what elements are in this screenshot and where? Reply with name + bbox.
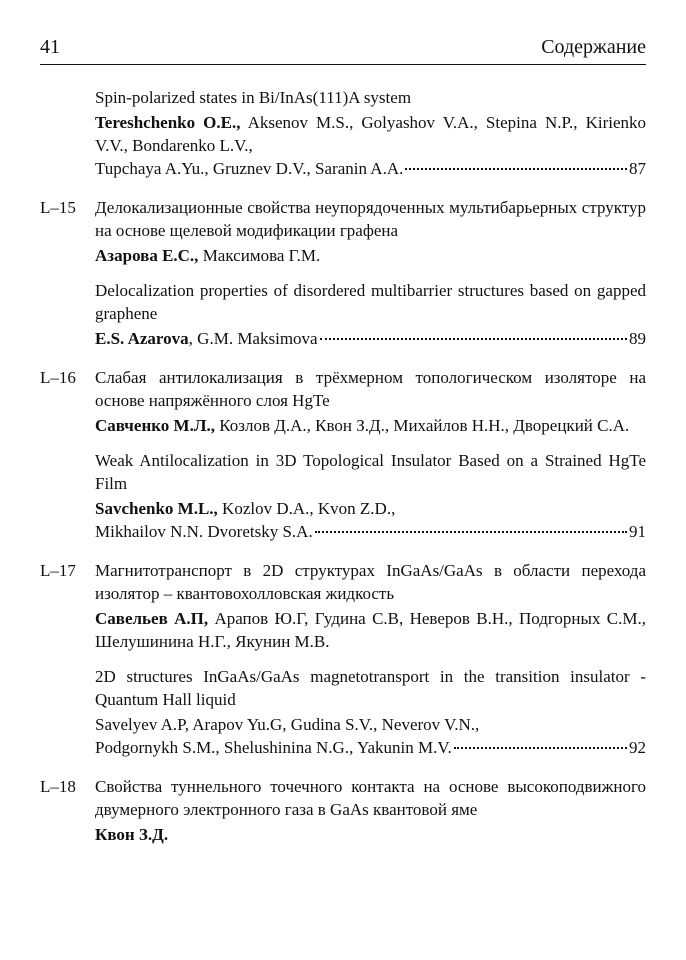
entry-authors bbox=[95, 111, 646, 157]
coauthors: Savelyev A.P, Arapov Yu.G, Gudina S.V., Neverov V.N., bbox=[95, 715, 480, 734]
dot-leader bbox=[454, 747, 627, 749]
dot-leader bbox=[315, 531, 627, 533]
authors-last-line: Tupchaya A.Yu., Gruznev D.V., Saranin A.A. bbox=[95, 159, 404, 178]
page-reference: 89 bbox=[629, 329, 646, 348]
contents-entry bbox=[40, 559, 646, 759]
lead-author: Савченко М.Л., bbox=[95, 416, 216, 435]
entry-authors bbox=[95, 244, 646, 267]
lead-author: Азарова Е.С., bbox=[95, 246, 199, 265]
lead-author: Квон З.Д. bbox=[95, 825, 169, 844]
entry-block bbox=[95, 665, 646, 759]
entry-code: L–16 bbox=[40, 368, 76, 387]
coauthors: Арапов Ю.Г, Гудина С.В, Неверов В.Н., Подгорных С.М., Шелушинина Н.Г., Якунин М.В. bbox=[95, 609, 646, 651]
entry-block bbox=[95, 559, 646, 653]
running-title: Содержание bbox=[541, 36, 646, 58]
entry-title: Delocalization properties of disordered multibarrier structures based on gapped graphene bbox=[95, 281, 646, 323]
entry-block bbox=[95, 449, 646, 543]
authors-last-line: Podgornykh S.M., Shelushinina N.G., Yakunin M.V. bbox=[95, 738, 452, 757]
contents-list bbox=[40, 86, 646, 862]
entry-block bbox=[95, 366, 646, 437]
coauthors: Максимова Г.М. bbox=[198, 246, 321, 265]
entry-title: Делокализационные свойства неупорядоченных мультибарьерных структур на основе щелевой модификации графена bbox=[95, 198, 646, 240]
entry-block bbox=[95, 279, 646, 350]
page-reference-line bbox=[95, 157, 646, 180]
page-reference-line bbox=[95, 736, 646, 759]
entry-code: L–15 bbox=[40, 198, 76, 217]
entry-title: Слабая антилокализация в трёхмерном топологическом изоляторе на основе напряжённого слоя HgTe bbox=[95, 368, 646, 410]
coauthors: Aksenov M.S., Golyashov V.A., Stepina N.P., Kirienko V.V., Bondarenko L.V., bbox=[95, 113, 646, 155]
page-reference-line bbox=[95, 520, 646, 543]
coauthors: Козлов Д.А., Квон З.Д., Михайлов Н.Н., Дворецкий С.А. bbox=[215, 416, 630, 435]
entry-title: Spin-polarized states in Bi/InAs(111)A system bbox=[95, 88, 412, 107]
dot-leader bbox=[320, 338, 627, 340]
entry-authors bbox=[95, 497, 646, 520]
entry-authors bbox=[95, 607, 646, 653]
entry-title: Свойства туннельного точечного контакта на основе высокоподвижного двумерного электронного газа в GaAs квантовой яме bbox=[95, 777, 646, 819]
page-number: 41 bbox=[40, 36, 60, 58]
page-reference: 92 bbox=[629, 738, 646, 757]
page-reference: 91 bbox=[629, 522, 646, 541]
entry-authors bbox=[95, 713, 646, 736]
lead-author: Савельев А.П, bbox=[95, 609, 209, 628]
lead-author: E.S. Azarova bbox=[95, 329, 189, 348]
page-reference: 87 bbox=[629, 159, 646, 178]
authors-last-line: Mikhailov N.N. Dvoretsky S.A. bbox=[95, 522, 313, 541]
entry-code: L–18 bbox=[40, 777, 76, 796]
entry-authors bbox=[95, 823, 646, 846]
contents-entry bbox=[40, 775, 646, 846]
entry-title: Weak Antilocalization in 3D Topological Insulator Based on a Strained HgTe Film bbox=[95, 451, 646, 493]
entry-authors bbox=[95, 414, 646, 437]
lead-author: Savchenko M.L., bbox=[95, 499, 218, 518]
coauthors: Kozlov D.A., Kvon Z.D., bbox=[217, 499, 396, 518]
entry-title: 2D structures InGaAs/GaAs magnetotransport in the transition insulator - Quantum Hall liquid bbox=[95, 667, 646, 709]
authors-last-line bbox=[95, 327, 318, 350]
entry-title: Магнитотранспорт в 2D структурах InGaAs/GaAs в области перехода изолятор – квантовохолловская жидкость bbox=[95, 561, 646, 603]
entry-code: L–17 bbox=[40, 561, 76, 580]
page-header bbox=[40, 30, 646, 65]
entry-block bbox=[95, 86, 646, 180]
contents-entry bbox=[40, 366, 646, 543]
entry-block bbox=[95, 196, 646, 267]
entry-block bbox=[95, 775, 646, 846]
contents-entry bbox=[40, 196, 646, 350]
coauthors: , G.M. Maksimova bbox=[188, 329, 318, 348]
page-reference-line bbox=[95, 327, 646, 350]
dot-leader bbox=[405, 168, 627, 170]
lead-author: Tereshchenko O.E., bbox=[95, 113, 241, 132]
contents-entry bbox=[40, 86, 646, 180]
